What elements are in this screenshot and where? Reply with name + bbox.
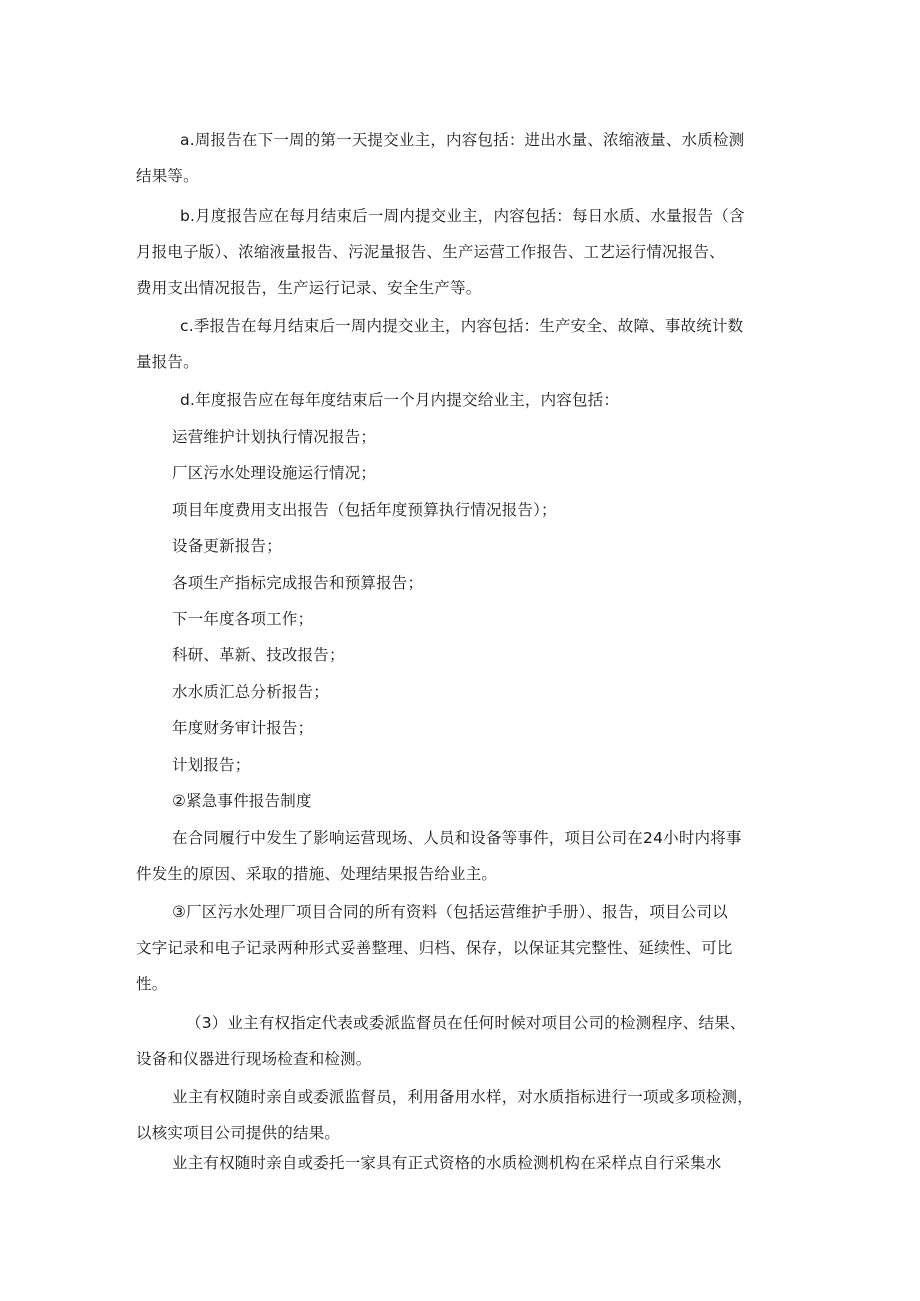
list-item: 年度财务审计报告； — [172, 719, 314, 737]
paragraph-owner-sampling-cont: 以核实项目公司提供的结果。 — [136, 1124, 341, 1142]
list-item: 厂区污水处理设施运行情况； — [172, 464, 377, 482]
paragraph-monthly-report: b.月度报告应在每月结束后一周内提交业主，内容包括：每日水质、水量报告（含 — [180, 207, 745, 225]
paragraph-monthly-report-cont-1: 月报电子版）、浓缩液量报告、污泥量报告、生产运营工作报告、工艺运行情况报告、 — [136, 243, 725, 261]
paragraph-quarterly-report: c.季报告在每月结束后一周内提交业主，内容包括：生产安全、故障、事故统计数 — [180, 317, 744, 335]
list-item: 运营维护计划执行情况报告； — [172, 428, 377, 446]
paragraph-owner-sampling: 业主有权随时亲自或委派监督员，利用备用水样，对水质指标进行一项或多项检测， — [172, 1088, 753, 1106]
paragraph-owner-third-party: 业主有权随时亲自或委托一家具有正式资格的水质检测机构在采样点自行采集水 — [172, 1154, 722, 1172]
paragraph-monthly-report-cont-2: 费用支出情况报告，生产运行记录、安全生产等。 — [136, 279, 482, 297]
paragraph-owner-rights-cont: 设备和仪器进行现场检查和检测。 — [136, 1050, 372, 1068]
paragraph-records-cont-2: 性。 — [136, 975, 168, 993]
list-item: 科研、革新、技改报告； — [172, 646, 345, 664]
paragraph-weekly-report-cont: 结果等。 — [136, 167, 199, 185]
list-item: 各项生产指标完成报告和预算报告； — [172, 574, 424, 592]
paragraph-weekly-report: a.周报告在下一周的第一天提交业主，内容包括：进出水量、浓缩液量、水质检测 — [180, 131, 745, 149]
section-heading-emergency: ②紧急事件报告制度 — [172, 792, 312, 810]
list-item: 下一年度各项工作； — [172, 610, 314, 628]
paragraph-records: ③厂区污水处理厂项目合同的所有资料（包括运营维护手册）、报告，项目公司以 — [172, 903, 728, 921]
paragraph-annual-report: d.年度报告应在每年度结束后一个月内提交给业主，内容包括： — [180, 391, 620, 409]
list-item: 计划报告； — [172, 756, 251, 774]
paragraph-owner-rights: （3）业主有权指定代表或委派监督员在任何时候对项目公司的检测程序、结果、 — [186, 1014, 746, 1032]
paragraph-quarterly-report-cont: 量报告。 — [136, 353, 199, 371]
list-item: 设备更新报告； — [172, 537, 282, 555]
paragraph-records-cont-1: 文字记录和电子记录两种形式妥善整理、归档、保存，以保证其完整性、延续性、可比 — [136, 939, 733, 957]
paragraph-emergency-body-cont: 件发生的原因、采取的措施、处理结果报告给业主。 — [136, 865, 498, 883]
list-item: 项目年度费用支出报告（包括年度预算执行情况报告）； — [172, 501, 557, 519]
list-item: 水水质汇总分析报告； — [172, 683, 330, 701]
paragraph-emergency-body: 在合同履行中发生了影响运营现场、人员和设备等事件，项目公司在24小时内将事 — [172, 829, 742, 847]
